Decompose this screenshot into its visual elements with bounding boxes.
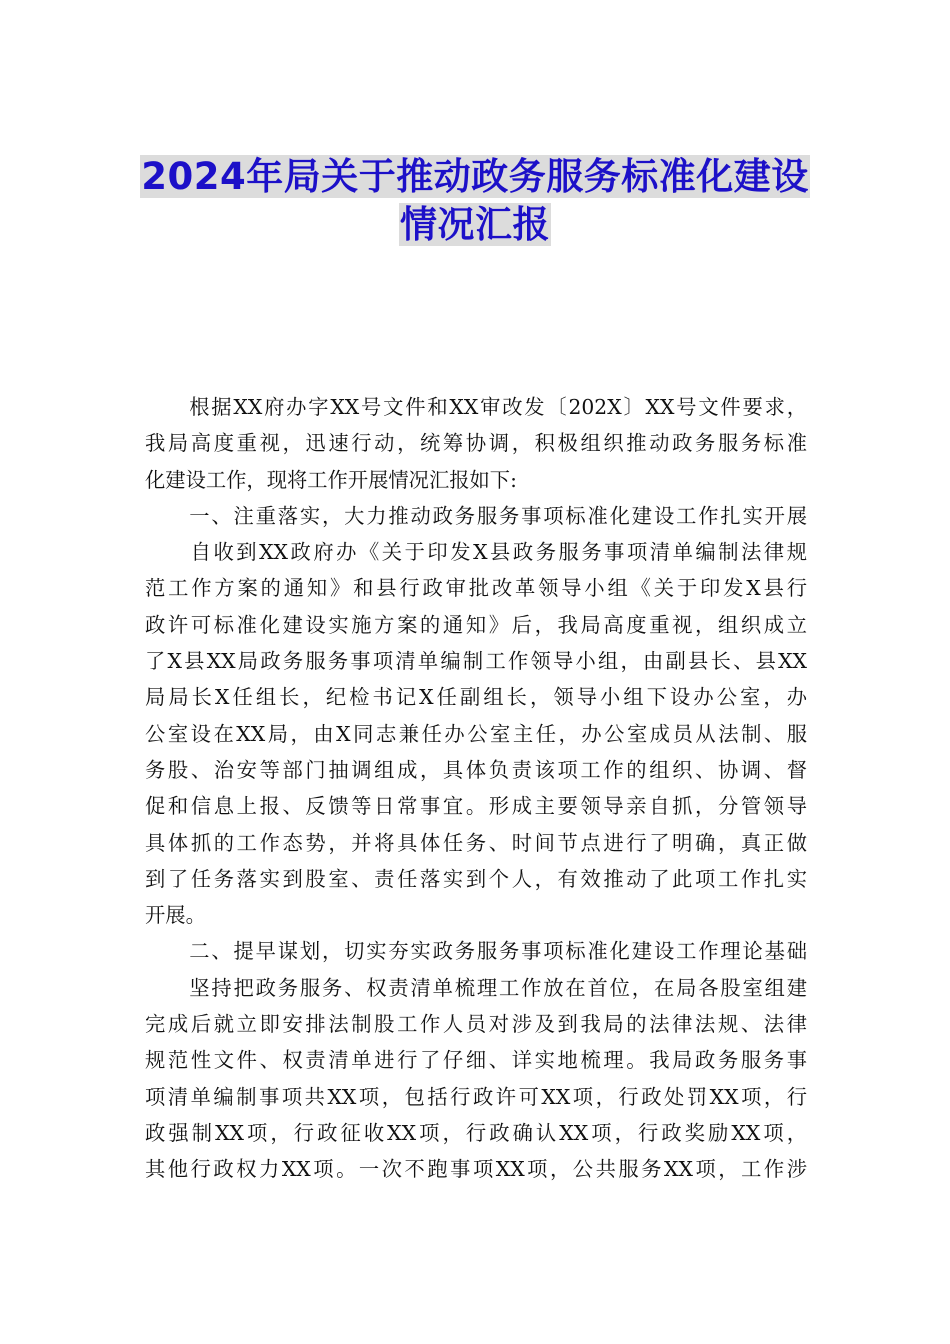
body-line: 化建设工作，现将工作开展情况汇报如下: — [145, 467, 517, 492]
document-title-line-2 — [0, 200, 950, 250]
body-line: 促和信息上报、反馈等日常事宜。形成主要领导亲自抓，分管领导 — [145, 794, 807, 819]
body-line: 开展。 — [145, 903, 206, 928]
body-line: 务股、治安等部门抽调组成，具体负责该项工作的组织、协调、督 — [145, 757, 807, 782]
body-line: 到了任务落实到股室、责任落实到个人，有效推动了此项工作扎实 — [145, 866, 807, 891]
body-line: 政许可标准化建设实施方案的通知》后，我局高度重视，组织成立 — [145, 612, 807, 637]
body-line: 规范性文件、权责清单进行了仔细、详实地梳理。我局政务服务事 — [145, 1048, 807, 1073]
body-line: 项清单编制事项共XX项，包括行政许可XX项，行政处罚XX项，行 — [145, 1084, 807, 1109]
body-line: 了X县XX局政务服务事项清单编制工作领导小组，由副县长、县XX — [145, 649, 807, 674]
body-line: 公室设在XX局，由X同志兼任办公室主任，办公室成员从法制、服 — [145, 721, 807, 746]
document-title-line-1 — [0, 152, 950, 202]
body-line: 其他行政权力XX项。一次不跑事项XX项，公共服务XX项，工作涉 — [145, 1157, 807, 1182]
body-line: 具体抓的工作态势，并将具体任务、时间节点进行了明确，真正做 — [145, 830, 807, 855]
title-text-1: 2024年局关于推动政务服务标准化建设 — [141, 155, 809, 198]
body-line: 坚持把政务服务、权责清单梳理工作放在首位，在局各股室组建 — [145, 975, 807, 1000]
body-line: 范工作方案的通知》和县行政审批改革领导小组《关于印发X县行 — [145, 576, 807, 601]
section-heading: 二、提早谋划，切实夯实政务服务事项标准化建设工作理论基础 — [145, 939, 807, 964]
body-line: 政强制XX项，行政征收XX项，行政确认XX项，行政奖励XX项， — [145, 1120, 807, 1145]
body-line: 我局高度重视，迅速行动，统筹协调，积极组织推动政务服务标准 — [145, 431, 807, 456]
body-line: 自收到XX政府办《关于印发X县政务服务事项清单编制法律规 — [145, 540, 807, 565]
document-body — [145, 389, 807, 1188]
section-heading: 一、注重落实，大力推动政务服务事项标准化建设工作扎实开展 — [145, 503, 807, 528]
body-line: 完成后就立即安排法制股工作人员对涉及到我局的法律法规、法律 — [145, 1012, 807, 1037]
body-line: 根据XX府办字XX号文件和XX审改发〔202X〕XX号文件要求， — [145, 395, 807, 419]
body-line: 局局长X任组长，纪检书记X任副组长，领导小组下设办公室，办 — [145, 685, 807, 710]
title-text-2: 情况汇报 — [400, 203, 550, 246]
